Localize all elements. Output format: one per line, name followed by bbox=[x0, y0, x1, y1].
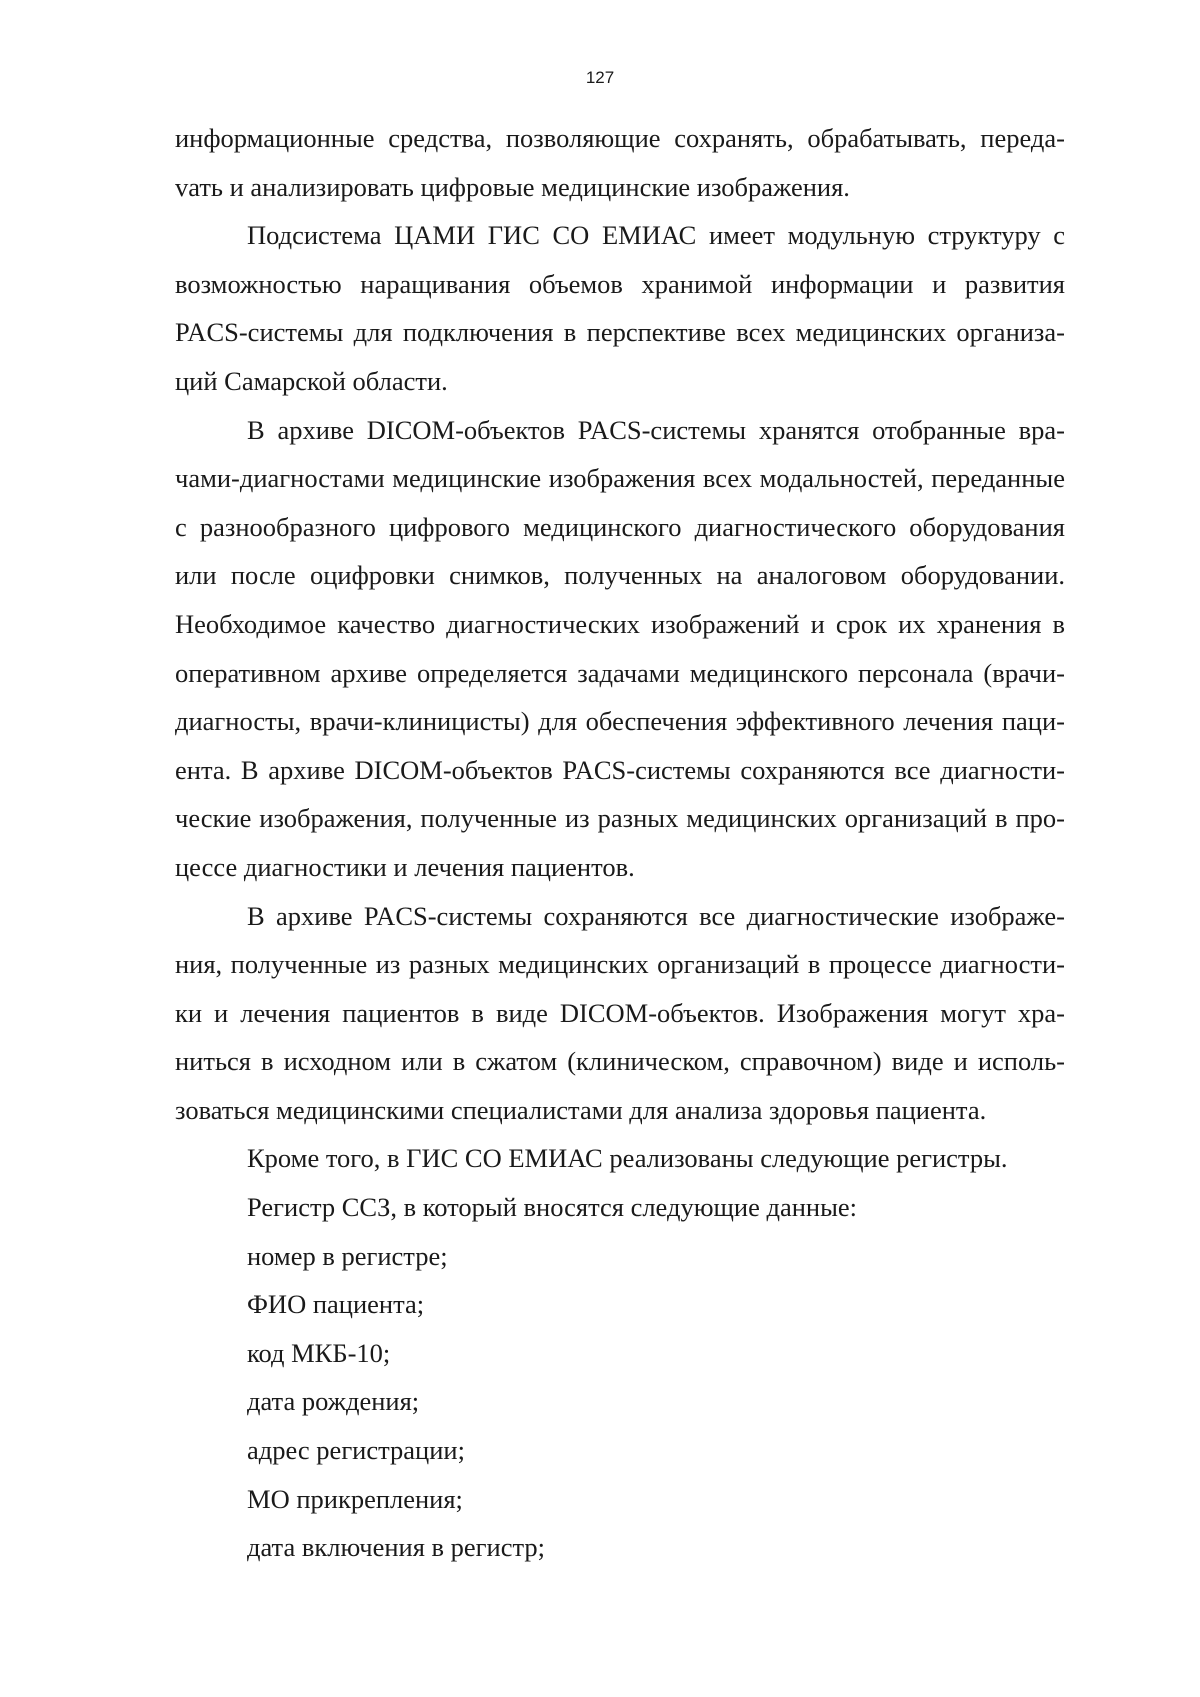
paragraph-continuation: информационные средства, позволяющие сохранять, обрабатывать, передаvать и анализировать цифровые медицинские изображения. bbox=[175, 123, 1065, 202]
list-item: адрес регистрации; bbox=[247, 1435, 465, 1466]
list-item: код МКБ-10; bbox=[247, 1337, 391, 1368]
register-ssz-intro: Регистр ССЗ, в который вносятся следующие данные: bbox=[247, 1192, 858, 1223]
paragraph-subsystem-structure: Подсистема ЦАМИ ГИС СО ЕМИАС имеет модульную структуру с возможностью наращивания объемов хранимой информации и развития PACS-системы для подключения в перспективе всех медицинских организаций Самарской области. bbox=[175, 220, 1065, 396]
list-item: МО прикрепления; bbox=[247, 1483, 463, 1514]
registers-intro: Кроме того, в ГИС СО ЕМИАС реализованы следующие регистры. bbox=[247, 1143, 1008, 1174]
paragraph-dicom-archive: В архиве DICOM-объектов PACS-системы хранятся отобранные врачами-диагностами медицинские изображения всех модальностей, переданные с разнообразного цифрового медицинского диагностического оборудования или после оцифровки снимков, полученных на аналоговом оборудовании. Необходимое качество диагностических изображений и срок их хранения в оперативном архиве определяется задачами медицинского персонала (врачи-диагносты, врачи-клиницисты) для обеспечения эффективного лечения пациента. В архиве DICOM-объектов PACS-системы сохраняются все диагностические изображения, полученные из разных медицинских организаций в процессе диагностики и лечения пациентов. bbox=[175, 414, 1065, 882]
page-number: 127 bbox=[585, 68, 615, 87]
paragraph-pacs-archive: В архиве PACS-системы сохраняются все диагностические изображения, полученные из разных медицинских организаций в процессе диагностики и лечения пациентов в виде DICOM-объектов. Изображения могут храниться в исходном или в сжатом (клиническом, справочном) виде и использоваться медицинскими специалистами для анализа здоровья пациента. bbox=[175, 900, 1065, 1125]
body-text bbox=[175, 114, 1065, 1572]
list-item: дата рождения; bbox=[247, 1386, 420, 1417]
list-item: ФИО пациента; bbox=[247, 1289, 425, 1320]
list-item: номер в регистре; bbox=[247, 1240, 448, 1271]
list-item: дата включения в регистр; bbox=[247, 1532, 545, 1563]
